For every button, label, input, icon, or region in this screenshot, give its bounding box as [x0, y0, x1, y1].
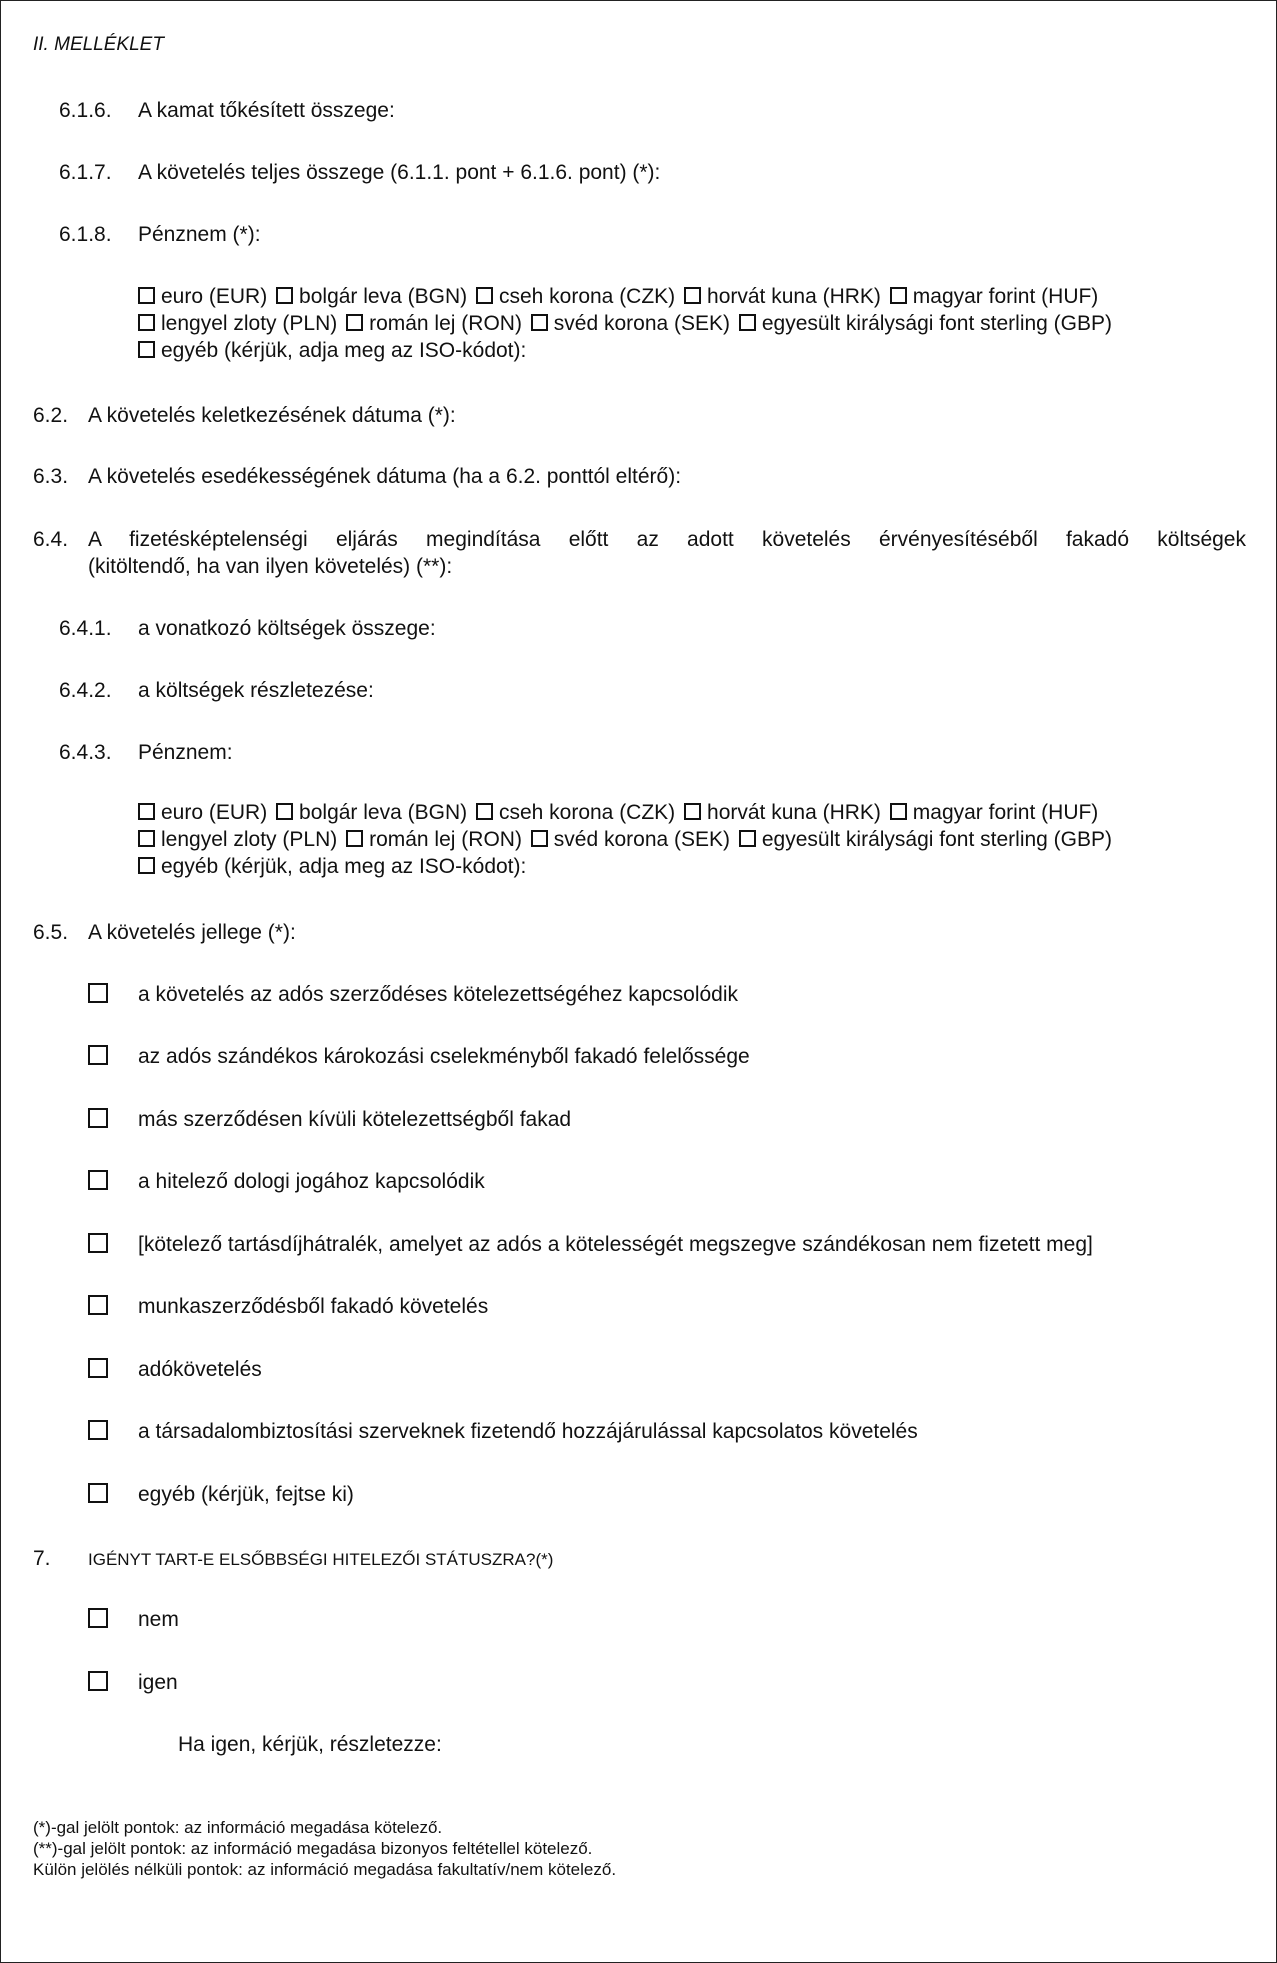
claim-type-option[interactable]: [kötelező tartásdíjhátralék, amelyet az adós a kötelességét megszegve szándékosan nem fizetett meg] [88, 1231, 108, 1258]
item-number: 6.1.7. [59, 161, 112, 184]
checkbox[interactable] [88, 1295, 108, 1315]
currency-option[interactable]: lengyel zloty (PLN) [138, 312, 337, 335]
claim-type-option[interactable]: egyéb (kérjük, fejtse ki) [88, 1481, 108, 1508]
currency-option[interactable]: román lej (RON) [346, 828, 522, 851]
item-number: 6.4.1. [59, 617, 112, 640]
item-6-3 [33, 463, 681, 490]
item-6-4-2 [59, 677, 374, 704]
item-number: 6.2. [33, 404, 69, 427]
item-6-4-label-line2: (kitöltendő, ha van ilyen követelés) (**): [88, 555, 453, 578]
checkbox[interactable] [531, 314, 548, 331]
checkbox[interactable] [476, 803, 493, 820]
currency-option[interactable]: egyesült királysági font sterling (GBP) [739, 312, 1112, 335]
item-6-5 [33, 919, 296, 946]
currency-option[interactable]: cseh korona (CZK) [476, 285, 675, 308]
claim-type-option[interactable]: a társadalombiztosítási szerveknek fizetendő hozzájárulással kapcsolatos követelés [88, 1418, 108, 1445]
currency-option[interactable]: román lej (RON) [346, 312, 522, 335]
item-6-1-6 [59, 97, 395, 124]
checkbox[interactable] [684, 287, 701, 304]
item-label: a költségek részletezése: [138, 679, 374, 702]
claim-type-option[interactable]: az adós szándékos károkozási cselekményből fakadó felelőssége [88, 1043, 108, 1070]
currency-option[interactable]: bolgár leva (BGN) [276, 801, 467, 824]
currency-option[interactable]: euro (EUR) [138, 285, 267, 308]
currency-row-2b [138, 826, 1115, 853]
currency-option[interactable]: cseh korona (CZK) [476, 801, 675, 824]
currency-option[interactable]: svéd korona (SEK) [531, 828, 730, 851]
checkbox[interactable] [88, 1608, 108, 1628]
currency-option[interactable]: euro (EUR) [138, 801, 267, 824]
checkbox[interactable] [346, 314, 363, 331]
item-label: A követelés keletkezésének dátuma (*): [88, 404, 456, 427]
checkbox[interactable] [88, 1045, 108, 1065]
item-label: IGÉNYT TART-E ELSŐBBSÉGI HITELEZŐI STÁTUSZRA?(*) [88, 1550, 554, 1569]
item-label: A kamat tőkésített összege: [138, 99, 395, 122]
priority-option-no[interactable]: nem [88, 1606, 108, 1633]
checkbox[interactable] [346, 830, 363, 847]
footnote-optional: Külön jelölés nélküli pontok: az információ megadása fakultatív/nem kötelező. [33, 1860, 617, 1879]
checkbox[interactable] [684, 803, 701, 820]
item-label: a vonatkozó költségek összege: [138, 617, 436, 640]
item-label: Pénznem: [138, 741, 233, 764]
item-number: 6.3. [33, 465, 69, 488]
checkbox[interactable] [138, 287, 155, 304]
item-number: 6.5. [33, 921, 69, 944]
item-6-4 [33, 526, 88, 553]
checkbox[interactable] [138, 341, 155, 358]
claim-type-option[interactable]: adókövetelés [88, 1356, 108, 1383]
claim-type-option[interactable]: a hitelező dologi jogához kapcsolódik [88, 1168, 108, 1195]
checkbox[interactable] [739, 830, 756, 847]
checkbox[interactable] [739, 314, 756, 331]
item-label: A követelés jellege (*): [88, 921, 296, 944]
currency-row-2a [138, 799, 1101, 826]
checkbox[interactable] [88, 1671, 108, 1691]
checkbox[interactable] [276, 803, 293, 820]
item-number: 7. [33, 1547, 51, 1570]
footnote-conditional: (**)-gal jelölt pontok: az információ megadása bizonyos feltétellel kötelező. [33, 1839, 593, 1858]
checkbox[interactable] [138, 857, 155, 874]
annex-title: II. MELLÉKLET [33, 34, 164, 55]
currency-option[interactable]: horvát kuna (HRK) [684, 801, 881, 824]
priority-detail-label: Ha igen, kérjük, részletezze: [178, 1733, 442, 1756]
claim-type-option[interactable]: munkaszerződésből fakadó követelés [88, 1293, 108, 1320]
checkbox[interactable] [531, 830, 548, 847]
item-6-4-1 [59, 615, 436, 642]
item-label: Pénznem (*): [138, 223, 261, 246]
currency-row-1c [138, 337, 529, 364]
currency-option[interactable]: svéd korona (SEK) [531, 312, 730, 335]
checkbox[interactable] [88, 1483, 108, 1503]
checkbox[interactable] [88, 1170, 108, 1190]
item-number: 6.4.2. [59, 679, 112, 702]
currency-option[interactable]: magyar forint (HUF) [890, 285, 1099, 308]
item-6-1-8 [59, 221, 261, 248]
footnote-mandatory: (*)-gal jelölt pontok: az információ megadása kötelező. [33, 1818, 443, 1837]
currency-option[interactable]: horvát kuna (HRK) [684, 285, 881, 308]
item-number: 6.1.8. [59, 223, 112, 246]
checkbox[interactable] [88, 1420, 108, 1440]
currency-option[interactable]: bolgár leva (BGN) [276, 285, 467, 308]
checkbox[interactable] [88, 1358, 108, 1378]
currency-option[interactable]: egyesült királysági font sterling (GBP) [739, 828, 1112, 851]
checkbox[interactable] [476, 287, 493, 304]
checkbox[interactable] [138, 314, 155, 331]
checkbox[interactable] [138, 830, 155, 847]
checkbox[interactable] [890, 803, 907, 820]
currency-option[interactable]: egyéb (kérjük, adja meg az ISO-kódot): [138, 855, 526, 878]
priority-option-yes[interactable]: igen [88, 1669, 108, 1696]
item-7 [33, 1545, 553, 1573]
currency-row-2c [138, 853, 529, 880]
item-number: 6.4. [33, 528, 69, 551]
currency-option[interactable]: egyéb (kérjük, adja meg az ISO-kódot): [138, 339, 526, 362]
item-number: 6.4.3. [59, 741, 112, 764]
item-6-4-3 [59, 739, 233, 766]
checkbox[interactable] [138, 803, 155, 820]
currency-row-1b [138, 310, 1115, 337]
item-6-1-7 [59, 159, 660, 186]
checkbox[interactable] [276, 287, 293, 304]
currency-option[interactable]: magyar forint (HUF) [890, 801, 1099, 824]
currency-option[interactable]: lengyel zloty (PLN) [138, 828, 337, 851]
claim-type-option[interactable]: más szerződésen kívüli kötelezettségből fakad [88, 1106, 108, 1133]
item-number: 6.1.6. [59, 99, 112, 122]
checkbox[interactable] [88, 1108, 108, 1128]
claim-type-option[interactable]: a követelés az adós szerződéses kötelezettségéhez kapcsolódik [88, 981, 108, 1008]
checkbox[interactable] [88, 1233, 108, 1253]
item-6-4-label-line1: A fizetésképtelenségi eljárás megindítása előtt az adott követelés érvényesítéséből fakadó költségek [88, 528, 1246, 551]
checkbox[interactable] [88, 983, 108, 1003]
checkbox[interactable] [890, 287, 907, 304]
currency-row-1a [138, 283, 1101, 310]
item-label: A követelés esedékességének dátuma (ha a 6.2. ponttól eltérő): [88, 465, 682, 488]
item-6-2 [33, 402, 456, 429]
item-label: A követelés teljes összege (6.1.1. pont + 6.1.6. pont) (*): [138, 161, 661, 184]
